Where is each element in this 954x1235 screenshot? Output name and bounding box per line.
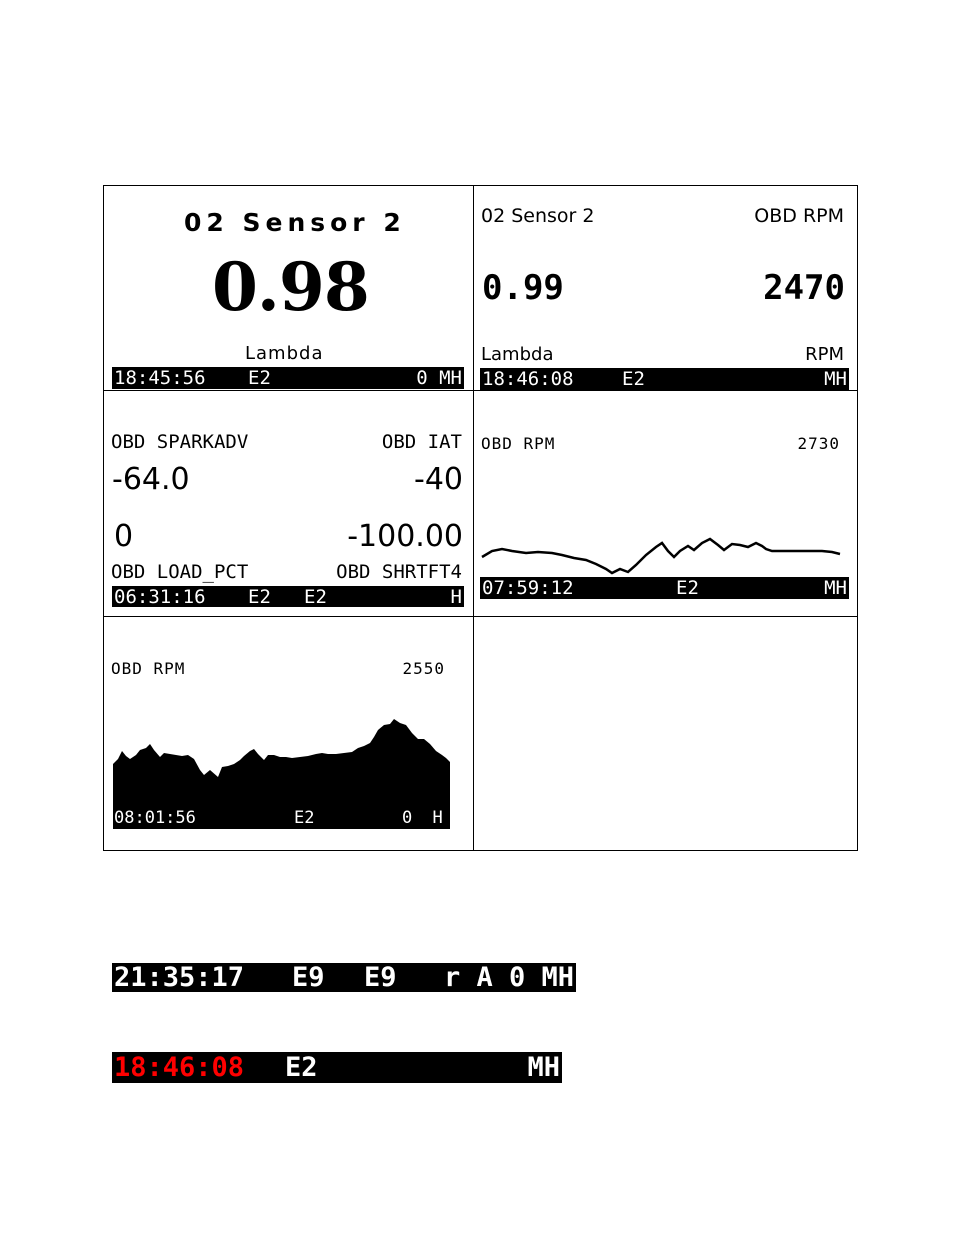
right-gauge-value: 2470 (763, 268, 845, 308)
status-time: 18:46:08 (482, 368, 574, 390)
gauge-screen-grid (103, 185, 858, 851)
status-code: E2 (248, 586, 271, 608)
bottom-right-value: -100.00 (347, 519, 463, 554)
single-gauge-panel (104, 186, 473, 390)
status-code: E2 (676, 577, 699, 599)
status-flags: MH (824, 577, 847, 599)
empty-panel (474, 617, 857, 850)
status-time-alert: 18:46:08 (114, 1052, 245, 1083)
bottom-left-value: 0 (114, 519, 134, 554)
status-time: 21:35:17 (114, 962, 245, 993)
status-flags: H (450, 586, 462, 608)
status-bar (480, 577, 849, 599)
graph-value: 2550 (402, 659, 445, 678)
status-code: E2 (285, 1052, 318, 1083)
graph-value: 2730 (797, 434, 840, 453)
right-gauge-label: OBD RPM (754, 205, 844, 227)
rpm-trend-line (482, 539, 840, 573)
top-right-label: OBD IAT (381, 431, 462, 453)
status-bar (480, 368, 849, 390)
status-bar-alert (112, 1052, 562, 1083)
right-gauge-unit: RPM (805, 344, 844, 365)
left-gauge-label: 02 Sensor 2 (481, 205, 595, 227)
area-graph-panel (104, 617, 473, 850)
status-time: 07:59:12 (482, 577, 574, 599)
gauge-unit: Lambda (245, 343, 324, 364)
bottom-left-label: OBD LOAD_PCT (111, 561, 249, 583)
status-code: E9 (292, 962, 325, 993)
status-flags: r A 0 MH (443, 962, 574, 993)
top-left-value: -64.0 (112, 462, 190, 497)
status-code: E2 (622, 368, 645, 390)
status-time: 08:01:56 (114, 808, 196, 828)
left-gauge-unit: Lambda (481, 344, 554, 365)
status-time: 06:31:16 (114, 586, 206, 608)
status-time: 18:45:56 (114, 367, 206, 389)
quad-gauge-panel (104, 391, 473, 616)
gauge-value: 0.98 (212, 248, 369, 326)
top-left-label: OBD SPARKADV (111, 431, 249, 453)
status-flags: 0 MH (416, 367, 462, 389)
status-code: E9 (364, 962, 397, 993)
status-flags: MH (527, 1052, 560, 1083)
dual-gauge-panel (474, 186, 857, 390)
top-right-value: -40 (414, 462, 463, 497)
graph-label: OBD RPM (111, 659, 186, 678)
status-bar-large (112, 963, 576, 992)
bottom-right-label: OBD SHRTFT4 (336, 561, 462, 583)
status-code: E2 (294, 808, 315, 828)
status-bar (112, 367, 464, 389)
status-flags: 0 H (402, 808, 448, 828)
graph-label: OBD RPM (481, 434, 556, 453)
status-code: E2 (248, 367, 271, 389)
line-graph-panel (474, 391, 857, 616)
gauge-title: 02 Sensor 2 (184, 208, 406, 237)
status-bar (112, 586, 464, 607)
status-flags: MH (824, 368, 847, 390)
status-code: E2 (304, 586, 327, 608)
left-gauge-value: 0.99 (482, 268, 564, 308)
